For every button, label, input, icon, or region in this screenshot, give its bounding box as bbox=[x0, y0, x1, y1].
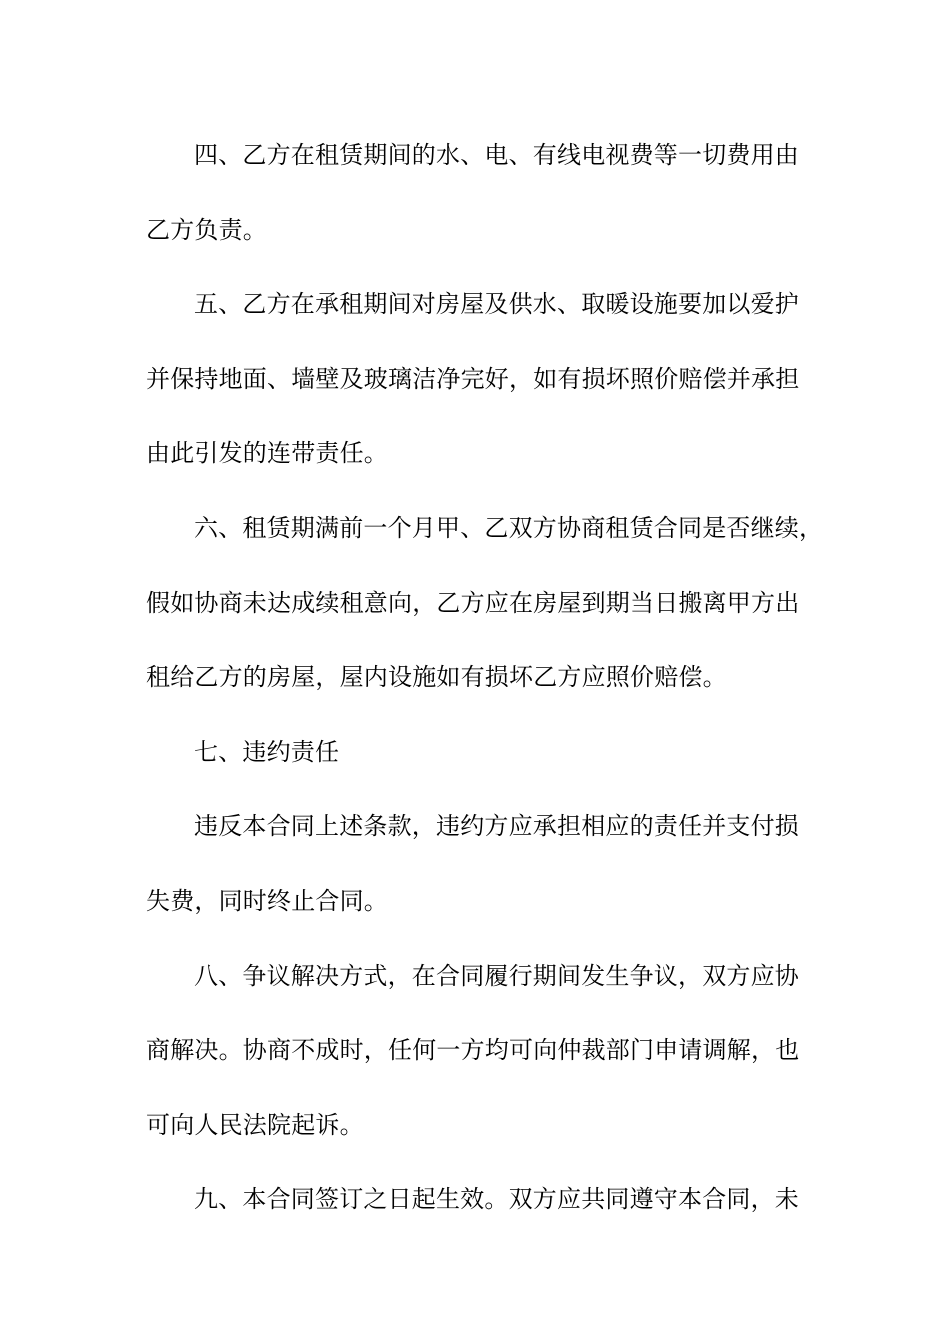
text-line: 并保持地面、墙壁及玻璃洁净完好，如有损坏照价赔偿并承担 bbox=[146, 364, 800, 393]
text-line: 九、本合同签订之日起生效。双方应共同遵守本合同，未 bbox=[194, 1185, 799, 1214]
text-line: 租给乙方的房屋，屋内设施如有损坏乙方应照价赔偿。 bbox=[146, 663, 727, 692]
text-line: 违反本合同上述条款，违约方应承担相应的责任并支付损 bbox=[194, 812, 799, 841]
text-line: 失费，同时终止合同。 bbox=[146, 886, 388, 915]
text-line: 由此引发的连带责任。 bbox=[146, 439, 388, 468]
section-heading: 七、违约责任 bbox=[194, 737, 340, 766]
document-body bbox=[146, 118, 824, 1237]
text-line: 五、乙方在承租期间对房屋及供水、取暖设施要加以爱护 bbox=[194, 290, 799, 319]
text-line: 四、乙方在租赁期间的水、电、有线电视费等一切费用由 bbox=[194, 141, 799, 169]
text-line: 可向人民法院起诉。 bbox=[146, 1110, 364, 1139]
text-line: 八、争议解决方式，在合同履行期间发生争议，双方应协 bbox=[194, 961, 799, 990]
text-line: 六、租赁期满前一个月甲、乙双方协商租赁合同是否继续， bbox=[194, 513, 824, 542]
text-line: 乙方负责。 bbox=[146, 215, 267, 244]
text-line: 商解决。协商不成时，任何一方均可向仲裁部门申请调解，也 bbox=[146, 1036, 800, 1065]
text-line: 假如协商未达成续租意向，乙方应在房屋到期当日搬离甲方出 bbox=[146, 588, 800, 617]
